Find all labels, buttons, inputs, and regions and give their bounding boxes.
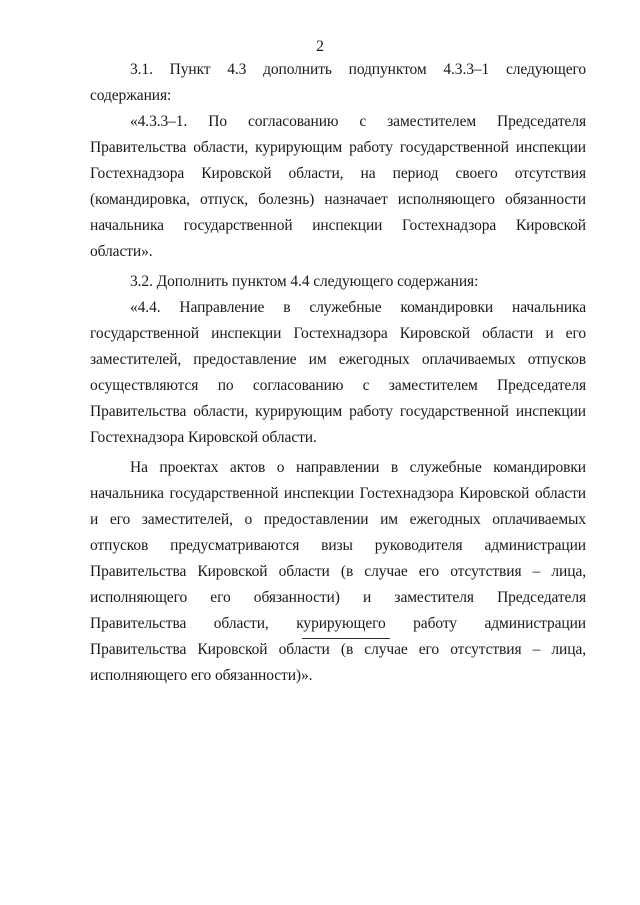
paragraph-3-2: 3.2. Дополнить пунктом 4.4 следующего содержания: [130, 273, 479, 290]
document-body [90, 57, 586, 689]
paragraph-visas: На проектах актов о направлении в служебные командировки начальника государственной инспекции Гостехнадзора Кировской области и его заместителей, о предоставлении им ежегодных оплачиваемых отпусков предусматриваются визы руководителя администрации Правительства Кировской области (в случае его отсутствия – лица, исполняющего его обязанности) и заместителя Председателя Правительства области, курирующего работу администрации Правительства Кировской области (в случае его отсутствия – лица, исполняющего его обязанности)». [90, 459, 586, 684]
end-of-text-rule [302, 638, 390, 639]
paragraph-3-1: 3.1. Пункт 4.3 дополнить подпунктом 4.3.3–1 следующего содержания: [90, 61, 586, 104]
paragraph-4-4: «4.4. Направление в служебные командировки начальника государственной инспекции Гостехнадзора Кировской области и его заместителей, предоставление им ежегодных оплачиваемых отпусков осуществляются по согласованию с заместителем Председателя Правительства области, курирующим работу государственной инспекции Гостехнадзора Кировской области. [90, 299, 586, 446]
paragraph-4-3-3-1: «4.3.3–1. По согласованию с заместителем Председателя Правительства области, курирующим работу государственной инспекции Гостехнадзора Кировской области, на период своего отсутствия (командировка, отпуск, болезнь) назначает исполняющего обязанности начальника государственной инспекции Гостехнадзора Кировской области». [90, 113, 586, 260]
page-number: 2 [316, 38, 324, 55]
